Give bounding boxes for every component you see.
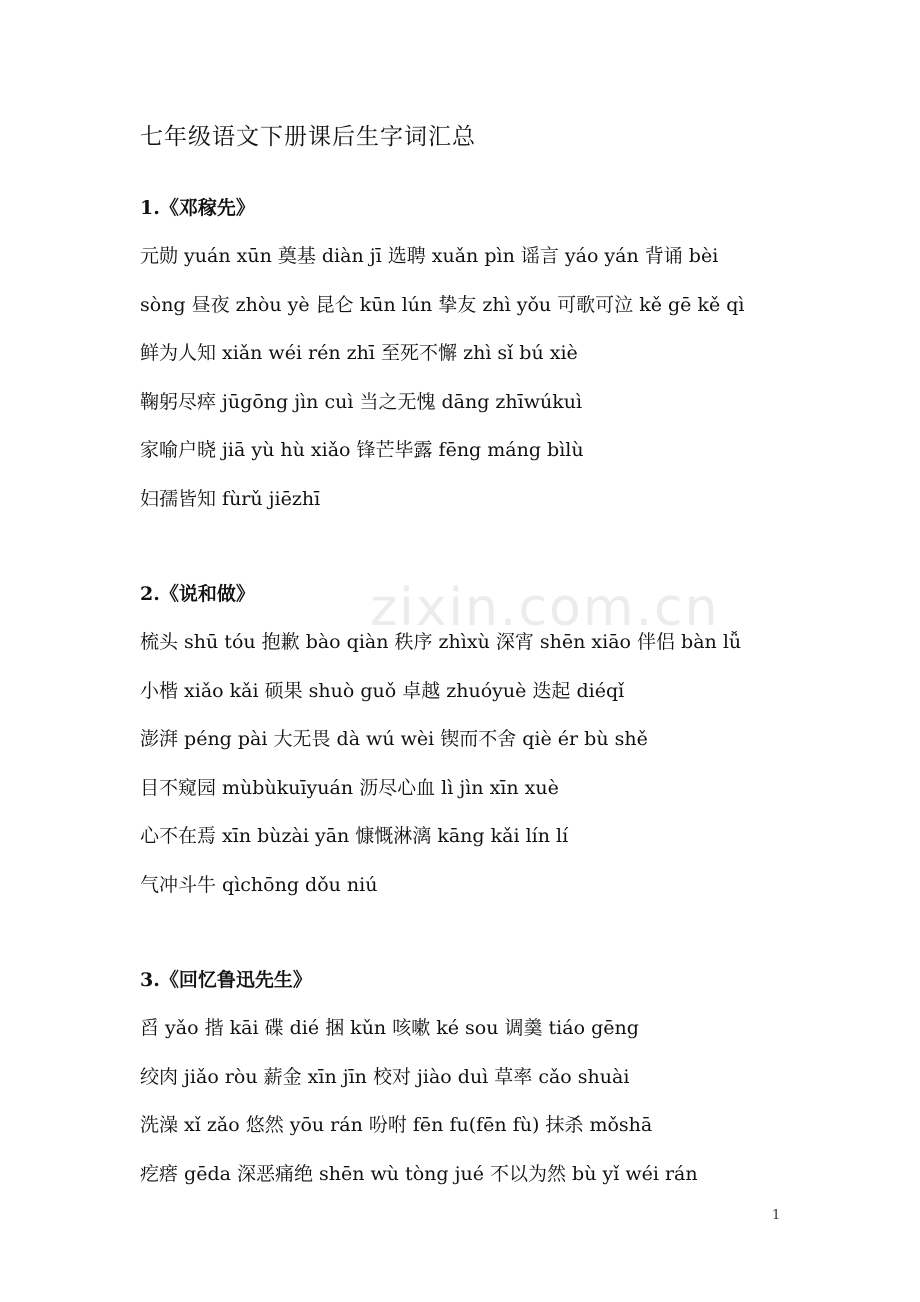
vocab-line: 心不在焉 xīn bùzài yān 慷慨淋漓 kāng kǎi lín lí [140, 825, 569, 847]
page-number: 1 [772, 1208, 781, 1223]
vocab-line: 目不窥园 mùbùkuīyuán 沥尽心血 lì jìn xīn xuè [140, 776, 559, 799]
vocab-line: 澎湃 péng pài 大无畏 dà wú wèi 锲而不舍 qiè ér bù shě [140, 728, 648, 750]
vocab-line: 妇孺皆知 fùrǔ jiēzhī [140, 487, 321, 510]
section-huiyi-luxun [140, 956, 800, 1198]
vocab-line: 家喻户晓 jiā yù hù xiǎo 锋芒毕露 fēng máng bìlù [140, 439, 584, 461]
vocab-line: 舀 yǎo 揩 kāi 碟 dié 捆 kǔn 咳嗽 ké sou 调羹 tiáo gēng [140, 1017, 639, 1039]
vocab-line: 疙瘩 gēda 深恶痛绝 shēn wù tòng jué 不以为然 bù yǐ wéi rán [140, 1162, 698, 1185]
section-heading: 3.《回忆鲁迅先生》 [140, 969, 312, 991]
watermark: zixin.com.cn [370, 578, 720, 638]
vocab-line: 气冲斗牛 qìchōng dǒu niú [140, 873, 378, 896]
vocab-line: 鲜为人知 xiǎn wéi rén zhī 至死不懈 zhì sǐ bú xiè [140, 342, 578, 364]
section-heading: 2.《说和做》 [140, 583, 255, 605]
vocab-line: 梳头 shū tóu 抱歉 bào qiàn 秩序 zhìxù 深宵 shēn xiāo 伴侣 bàn lǚ [140, 631, 742, 653]
section-heading: 1.《邓稼先》 [140, 197, 255, 219]
vocab-line: 元勋 yuán xūn 奠基 diàn jī 选聘 xuǎn pìn 谣言 yáo yán 背诵 bèi [140, 245, 719, 267]
document-title: 七年级语文下册课后生字词汇总 [140, 124, 476, 150]
section-shuo-he-zuo [140, 570, 800, 909]
vocab-line: 绞肉 jiǎo ròu 薪金 xīn jīn 校对 jiào duì 草率 cǎo shuài [140, 1065, 630, 1088]
vocab-line: sòng 昼夜 zhòu yè 昆仑 kūn lún 挚友 zhì yǒu 可歌可泣 kě gē kě qì [140, 293, 745, 316]
section-deng-jiaxian [140, 184, 800, 523]
vocab-line: 鞠躬尽瘁 jūgōng jìn cuì 当之无愧 dāng zhīwúkuì [140, 390, 583, 413]
vocab-line: 小楷 xiǎo kǎi 硕果 shuò guǒ 卓越 zhuóyuè 迭起 diéqǐ [140, 679, 625, 702]
vocab-line: 洗澡 xǐ zǎo 悠然 yōu rán 吩咐 fēn fu(fēn fù) 抹杀 mǒshā [140, 1114, 653, 1136]
